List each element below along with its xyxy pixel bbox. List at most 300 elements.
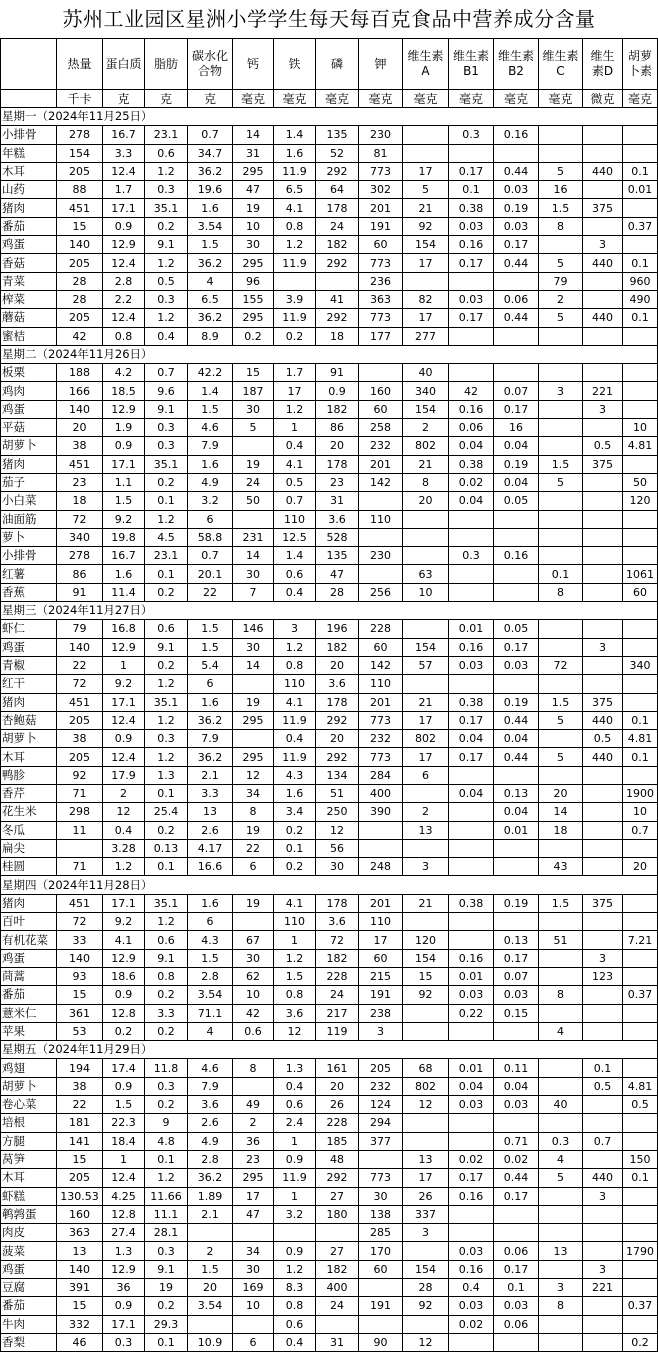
table-row (1, 290, 658, 308)
nutrient-value-cell: 1.4 (274, 126, 316, 144)
nutrient-value-cell: 0.04 (449, 437, 494, 455)
nutrient-value-cell: 363 (359, 290, 403, 308)
nutrient-value-cell (583, 547, 623, 565)
nutrient-value-cell (359, 492, 403, 510)
nutrient-value-cell: 92 (57, 766, 103, 784)
nutrient-value-cell: 3 (359, 1022, 403, 1040)
nutrient-value-cell: 50 (623, 473, 658, 491)
nutrient-value-cell: 0.03 (494, 1096, 539, 1114)
unit-cell: 毫克 (403, 90, 449, 108)
nutrient-value-cell: 278 (57, 547, 103, 565)
day-header-row (1, 345, 658, 363)
nutrient-value-cell (233, 1315, 274, 1333)
nutrient-value-cell (623, 1260, 658, 1278)
table-row (1, 1187, 658, 1205)
nutrient-value-cell (623, 1224, 658, 1242)
nutrient-value-cell: 49 (233, 1096, 274, 1114)
nutrient-value-cell: 17 (403, 1169, 449, 1187)
nutrient-value-cell: 140 (57, 236, 103, 254)
nutrient-value-cell: 1.2 (145, 913, 188, 931)
nutrient-value-cell: 0.17 (494, 236, 539, 254)
nutrient-value-cell: 3.6 (316, 510, 359, 528)
nutrient-value-cell: 1.5 (103, 492, 145, 510)
nutrient-value-cell: 1.2 (145, 711, 188, 729)
nutrient-value-cell: 17.1 (103, 693, 145, 711)
food-name-cell: 虾仁 (1, 620, 57, 638)
nutrient-value-cell: 1.6 (188, 455, 233, 473)
food-name-cell: 木耳 (1, 748, 57, 766)
nutrient-value-cell: 0.44 (494, 162, 539, 180)
nutrient-value-cell: 27 (316, 1187, 359, 1205)
nutrient-value-cell (449, 1022, 494, 1040)
nutrient-value-cell: 5 (539, 162, 583, 180)
nutrient-value-cell: 0.8 (274, 986, 316, 1004)
nutrient-value-cell: 11.9 (274, 748, 316, 766)
nutrient-value-cell (583, 803, 623, 821)
nutrient-value-cell: 4 (188, 1022, 233, 1040)
nutrient-value-cell: 0.1 (494, 1279, 539, 1297)
table-row (1, 492, 658, 510)
nutrient-value-cell: 3 (583, 949, 623, 967)
food-name-cell: 莴笋 (1, 1150, 57, 1168)
nutrient-value-cell (583, 144, 623, 162)
nutrient-value-cell: 0.3 (145, 1077, 188, 1095)
nutrient-value-cell (539, 236, 583, 254)
nutrient-value-cell: 35.1 (145, 693, 188, 711)
column-header: 脂肪 (145, 39, 188, 90)
nutrient-value-cell: 292 (316, 162, 359, 180)
nutrient-value-cell: 0.17 (449, 1169, 494, 1187)
table-row (1, 986, 658, 1004)
nutrient-value-cell: 18 (57, 492, 103, 510)
day-label: 星期一（2024年11月25日） (1, 108, 658, 126)
nutrient-value-cell (623, 913, 658, 931)
food-name-cell: 有机花菜 (1, 931, 57, 949)
nutrient-value-cell: 161 (316, 1059, 359, 1077)
nutrient-value-cell: 0.1 (449, 181, 494, 199)
nutrient-value-cell: 0.2 (145, 1022, 188, 1040)
nutrient-value-cell: 71 (57, 858, 103, 876)
nutrient-value-cell: 3.54 (188, 1297, 233, 1315)
column-header: 钙 (233, 39, 274, 90)
nutrient-value-cell: 20 (57, 419, 103, 437)
nutrient-value-cell: 12.9 (103, 236, 145, 254)
nutrient-value-cell (583, 327, 623, 345)
nutrient-value-cell: 1.5 (539, 693, 583, 711)
nutrient-value-cell: 12.9 (103, 638, 145, 656)
nutrient-value-cell: 0.17 (494, 400, 539, 418)
nutrient-value-cell: 0.02 (449, 473, 494, 491)
table-row (1, 217, 658, 235)
nutrient-value-cell: 4.3 (274, 766, 316, 784)
nutrient-value-cell: 298 (57, 803, 103, 821)
nutrient-value-cell (623, 1132, 658, 1150)
nutrient-value-cell: 19 (233, 821, 274, 839)
nutrient-value-cell: 60 (359, 949, 403, 967)
nutrient-value-cell: 12.4 (103, 309, 145, 327)
nutrient-value-cell: 0.06 (494, 290, 539, 308)
nutrient-value-cell: 340 (403, 382, 449, 400)
nutrient-value-cell: 19 (233, 894, 274, 912)
nutrient-value-cell: 187 (233, 382, 274, 400)
nutrient-value-cell: 363 (57, 1224, 103, 1242)
nutrient-value-cell: 1.5 (188, 236, 233, 254)
table-row (1, 181, 658, 199)
nutrient-value-cell: 28 (403, 1279, 449, 1297)
nutrient-value-cell: 0.1 (623, 748, 658, 766)
nutrient-value-cell: 0.2 (145, 583, 188, 601)
nutrient-value-cell: 0.1 (274, 839, 316, 857)
nutrient-value-cell: 0.8 (274, 217, 316, 235)
nutrient-value-cell: 0.05 (494, 492, 539, 510)
nutrient-value-cell: 2.8 (188, 1150, 233, 1168)
food-name-cell: 鸡蛋 (1, 400, 57, 418)
nutrient-value-cell (623, 126, 658, 144)
unit-cell: 克 (188, 90, 233, 108)
nutrient-value-cell: 292 (316, 254, 359, 272)
nutrient-value-cell: 20 (316, 730, 359, 748)
food-name-cell: 小白菜 (1, 492, 57, 510)
nutrient-value-cell: 13 (539, 1242, 583, 1260)
nutrient-value-cell: 292 (316, 748, 359, 766)
nutrient-value-cell: 72 (57, 675, 103, 693)
nutrient-value-cell: 154 (57, 144, 103, 162)
nutrient-value-cell: 43 (539, 858, 583, 876)
nutrient-value-cell: 451 (57, 894, 103, 912)
nutrient-value-cell: 11.8 (145, 1059, 188, 1077)
table-row (1, 126, 658, 144)
nutrient-value-cell: 170 (359, 1242, 403, 1260)
nutrient-value-cell: 0.01 (449, 967, 494, 985)
nutrient-value-cell: 215 (359, 967, 403, 985)
table-row (1, 547, 658, 565)
nutrient-value-cell: 68 (403, 1059, 449, 1077)
nutrient-value-cell: 13 (188, 803, 233, 821)
nutrient-value-cell: 9.1 (145, 236, 188, 254)
table-row (1, 1096, 658, 1114)
nutrient-value-cell: 1.2 (274, 236, 316, 254)
nutrient-value-cell: 0.3 (539, 1132, 583, 1150)
nutrient-value-cell: 20 (316, 437, 359, 455)
nutrient-value-cell: 0.1 (145, 565, 188, 583)
nutrient-value-cell (359, 821, 403, 839)
nutrient-value-cell: 3.9 (274, 290, 316, 308)
nutrient-value-cell: 30 (233, 400, 274, 418)
nutrient-value-cell (494, 913, 539, 931)
nutrient-value-cell: 201 (359, 894, 403, 912)
nutrient-value-cell: 62 (233, 967, 274, 985)
nutrient-value-cell: 40 (539, 1096, 583, 1114)
food-name-cell: 香梨 (1, 1333, 57, 1351)
nutrient-value-cell: 47 (316, 565, 359, 583)
nutrient-value-cell: 23 (316, 473, 359, 491)
table-row (1, 803, 658, 821)
table-row (1, 675, 658, 693)
nutrient-value-cell: 38 (57, 437, 103, 455)
table-body (1, 108, 658, 1352)
food-name-cell: 油面筋 (1, 510, 57, 528)
nutrient-value-cell (583, 1150, 623, 1168)
nutrient-value-cell (623, 455, 658, 473)
nutrient-value-cell: 1.89 (188, 1187, 233, 1205)
nutrient-value-cell: 1.6 (274, 784, 316, 802)
nutrient-value-cell: 12.4 (103, 254, 145, 272)
nutrient-value-cell: 205 (57, 309, 103, 327)
nutrient-value-cell: 0.9 (103, 437, 145, 455)
nutrient-value-cell: 35.1 (145, 199, 188, 217)
food-name-cell: 番茄 (1, 217, 57, 235)
nutrient-value-cell: 178 (316, 693, 359, 711)
nutrient-value-cell: 1.5 (188, 949, 233, 967)
nutrient-value-cell (583, 510, 623, 528)
nutrient-value-cell: 4.6 (188, 419, 233, 437)
food-name-cell: 鸡翅 (1, 1059, 57, 1077)
table-row (1, 364, 658, 382)
nutrient-value-cell: 28 (57, 272, 103, 290)
nutrient-value-cell: 0.8 (103, 327, 145, 345)
nutrient-value-cell: 142 (359, 473, 403, 491)
nutrient-value-cell: 51 (316, 784, 359, 802)
nutrient-value-cell: 0.05 (494, 620, 539, 638)
nutrient-value-cell: 0.7 (188, 547, 233, 565)
column-header: 维生素C (539, 39, 583, 90)
nutrient-value-cell: 21 (403, 894, 449, 912)
nutrient-value-cell: 4.1 (274, 693, 316, 711)
nutrient-value-cell: 26 (316, 1096, 359, 1114)
nutrient-value-cell: 0.15 (494, 1004, 539, 1022)
nutrient-value-cell (359, 1279, 403, 1297)
nutrient-value-cell (449, 510, 494, 528)
nutrient-value-cell: 236 (359, 272, 403, 290)
table-row (1, 272, 658, 290)
nutrient-value-cell: 18 (539, 821, 583, 839)
nutrient-value-cell (403, 1114, 449, 1132)
nutrient-value-cell: 0.4 (274, 730, 316, 748)
nutrient-value-cell (623, 967, 658, 985)
nutrient-value-cell: 3 (583, 638, 623, 656)
nutrient-value-cell: 0.2 (145, 986, 188, 1004)
table-row (1, 949, 658, 967)
unit-cell: 毫克 (449, 90, 494, 108)
nutrient-value-cell: 0.9 (103, 1077, 145, 1095)
food-name-cell: 青椒 (1, 656, 57, 674)
nutrient-value-cell (583, 1096, 623, 1114)
nutrient-value-cell: 0.4 (274, 437, 316, 455)
nutrient-value-cell: 1 (103, 656, 145, 674)
table-row (1, 711, 658, 729)
nutrient-value-cell: 14 (233, 126, 274, 144)
food-name-cell: 茼蒿 (1, 967, 57, 985)
nutrient-value-cell: 3 (274, 620, 316, 638)
nutrient-value-cell: 35.1 (145, 455, 188, 473)
nutrient-value-cell (583, 620, 623, 638)
nutrient-value-cell: 72 (57, 913, 103, 931)
nutrient-value-cell: 361 (57, 1004, 103, 1022)
nutrient-value-cell: 3 (583, 1260, 623, 1278)
nutrient-value-cell: 7.9 (188, 437, 233, 455)
nutrient-value-cell (494, 327, 539, 345)
nutrient-value-cell: 802 (403, 437, 449, 455)
nutrient-value-cell: 5 (539, 254, 583, 272)
nutrient-value-cell (583, 784, 623, 802)
nutrient-value-cell (494, 839, 539, 857)
nutrient-value-cell: 440 (583, 711, 623, 729)
nutrient-value-cell: 20 (316, 656, 359, 674)
nutrient-value-cell: 22 (233, 839, 274, 857)
nutrient-value-cell: 0.5 (145, 272, 188, 290)
nutrient-value-cell (583, 1205, 623, 1223)
table-row (1, 1224, 658, 1242)
nutrient-value-cell: 0.2 (145, 473, 188, 491)
nutrient-value-cell: 60 (359, 400, 403, 418)
nutrient-value-cell (583, 126, 623, 144)
nutrient-value-cell (539, 1077, 583, 1095)
table-row (1, 1260, 658, 1278)
nutrient-value-cell: 340 (57, 528, 103, 546)
nutrient-value-cell: 292 (316, 309, 359, 327)
nutrient-value-cell: 0.2 (145, 217, 188, 235)
nutrient-value-cell: 17.1 (103, 199, 145, 217)
nutrient-value-cell: 0.3 (145, 1242, 188, 1260)
food-name-cell: 蜜桔 (1, 327, 57, 345)
food-name-cell: 鹌鹑蛋 (1, 1205, 57, 1223)
table-row (1, 748, 658, 766)
nutrient-value-cell: 12 (316, 821, 359, 839)
nutrient-value-cell: 400 (359, 784, 403, 802)
nutrient-value-cell: 1.2 (274, 638, 316, 656)
nutrient-value-cell (583, 913, 623, 931)
nutrient-value-cell: 7 (233, 583, 274, 601)
nutrient-value-cell: 182 (316, 400, 359, 418)
nutrient-value-cell: 4.2 (103, 364, 145, 382)
nutrient-value-cell: 5 (539, 309, 583, 327)
column-header: 热量 (57, 39, 103, 90)
nutrient-value-cell: 0.19 (494, 693, 539, 711)
table-row (1, 437, 658, 455)
nutrient-value-cell: 30 (233, 638, 274, 656)
nutrient-value-cell: 205 (57, 254, 103, 272)
nutrient-value-cell: 1.9 (103, 419, 145, 437)
nutrient-value-cell: 0.4 (449, 1279, 494, 1297)
nutrient-value-cell: 4 (188, 272, 233, 290)
nutrient-value-cell: 12.4 (103, 748, 145, 766)
column-header: 维生素A (403, 39, 449, 90)
nutrient-value-cell: 19.6 (188, 181, 233, 199)
nutrient-value-cell: 294 (359, 1114, 403, 1132)
nutrient-value-cell: 34.7 (188, 144, 233, 162)
nutrient-value-cell: 3.54 (188, 986, 233, 1004)
nutrient-value-cell: 17 (359, 931, 403, 949)
nutrient-value-cell: 27 (316, 1242, 359, 1260)
table-row (1, 620, 658, 638)
nutrient-value-cell: 154 (403, 236, 449, 254)
nutrient-value-cell: 0.06 (449, 419, 494, 437)
nutrient-value-cell: 0.2 (145, 821, 188, 839)
nutrient-value-cell: 0.2 (233, 327, 274, 345)
nutrient-value-cell (188, 1224, 233, 1242)
nutrient-value-cell: 4.25 (103, 1187, 145, 1205)
nutrient-value-cell: 238 (359, 1004, 403, 1022)
nutrient-value-cell: 60 (359, 236, 403, 254)
nutrient-value-cell: 0.9 (103, 1297, 145, 1315)
nutrient-value-cell (403, 675, 449, 693)
table-row (1, 1059, 658, 1077)
nutrient-value-cell: 110 (274, 675, 316, 693)
nutrient-value-cell (359, 528, 403, 546)
nutrient-value-cell (539, 949, 583, 967)
nutrient-value-cell: 154 (403, 1260, 449, 1278)
nutrient-value-cell: 1.6 (103, 565, 145, 583)
nutrient-value-cell: 13 (403, 821, 449, 839)
nutrient-value-cell (583, 528, 623, 546)
nutrient-value-cell: 221 (583, 382, 623, 400)
nutrient-value-cell: 0.04 (494, 1077, 539, 1095)
nutrient-value-cell: 248 (359, 858, 403, 876)
nutrient-value-cell (233, 1224, 274, 1242)
nutrient-value-cell: 24 (316, 986, 359, 1004)
nutrient-value-cell: 24 (316, 1297, 359, 1315)
nutrient-value-cell: 23 (233, 1150, 274, 1168)
nutrient-value-cell: 12 (403, 1333, 449, 1351)
nutrient-value-cell: 1.2 (145, 162, 188, 180)
nutrient-value-cell: 28 (57, 290, 103, 308)
nutrient-value-cell: 440 (583, 748, 623, 766)
nutrient-value-cell: 0.3 (145, 437, 188, 455)
nutrient-value-cell: 0.6 (145, 144, 188, 162)
nutrient-value-cell: 33 (57, 931, 103, 949)
nutrient-value-cell: 8.9 (188, 327, 233, 345)
nutrient-value-cell: 15 (57, 1150, 103, 1168)
nutrient-value-cell: 14 (539, 803, 583, 821)
nutrient-value-cell: 11.1 (145, 1205, 188, 1223)
nutrient-value-cell: 9.1 (145, 1260, 188, 1278)
nutrient-value-cell: 177 (359, 327, 403, 345)
nutrient-value-cell: 375 (583, 199, 623, 217)
nutrient-value-cell: 9.1 (145, 400, 188, 418)
nutrient-value-cell: 169 (233, 1279, 274, 1297)
nutrient-value-cell: 1.7 (103, 181, 145, 199)
nutrient-value-cell (316, 1315, 359, 1333)
nutrient-value-cell (623, 364, 658, 382)
nutrient-value-cell (623, 1004, 658, 1022)
nutrient-value-cell: 0.04 (449, 730, 494, 748)
nutrient-value-cell: 0.7 (145, 364, 188, 382)
nutrient-value-cell: 0.9 (274, 1242, 316, 1260)
nutrient-value-cell: 142 (359, 656, 403, 674)
nutrient-value-cell: 295 (233, 748, 274, 766)
nutrient-value-cell: 8 (403, 473, 449, 491)
nutrient-value-cell (583, 675, 623, 693)
nutrient-value-cell: 9.2 (103, 913, 145, 931)
nutrient-value-cell: 0.8 (274, 1297, 316, 1315)
nutrient-value-cell: 19 (233, 455, 274, 473)
nutrient-value-cell: 79 (539, 272, 583, 290)
nutrient-value-cell: 8 (539, 217, 583, 235)
nutrient-value-cell: 185 (316, 1132, 359, 1150)
nutrient-value-cell: 0.2 (623, 1333, 658, 1351)
nutrient-value-cell: 0.38 (449, 894, 494, 912)
nutrient-value-cell (233, 437, 274, 455)
nutrient-value-cell: 22 (57, 1096, 103, 1114)
table-row (1, 1242, 658, 1260)
nutrient-value-cell: 0.44 (494, 748, 539, 766)
nutrient-value-cell: 390 (359, 803, 403, 821)
nutrient-value-cell: 0.3 (103, 1333, 145, 1351)
nutrient-value-cell (449, 931, 494, 949)
food-name-cell: 蘑菇 (1, 309, 57, 327)
nutrient-value-cell (494, 1224, 539, 1242)
nutrient-value-cell: 86 (57, 565, 103, 583)
